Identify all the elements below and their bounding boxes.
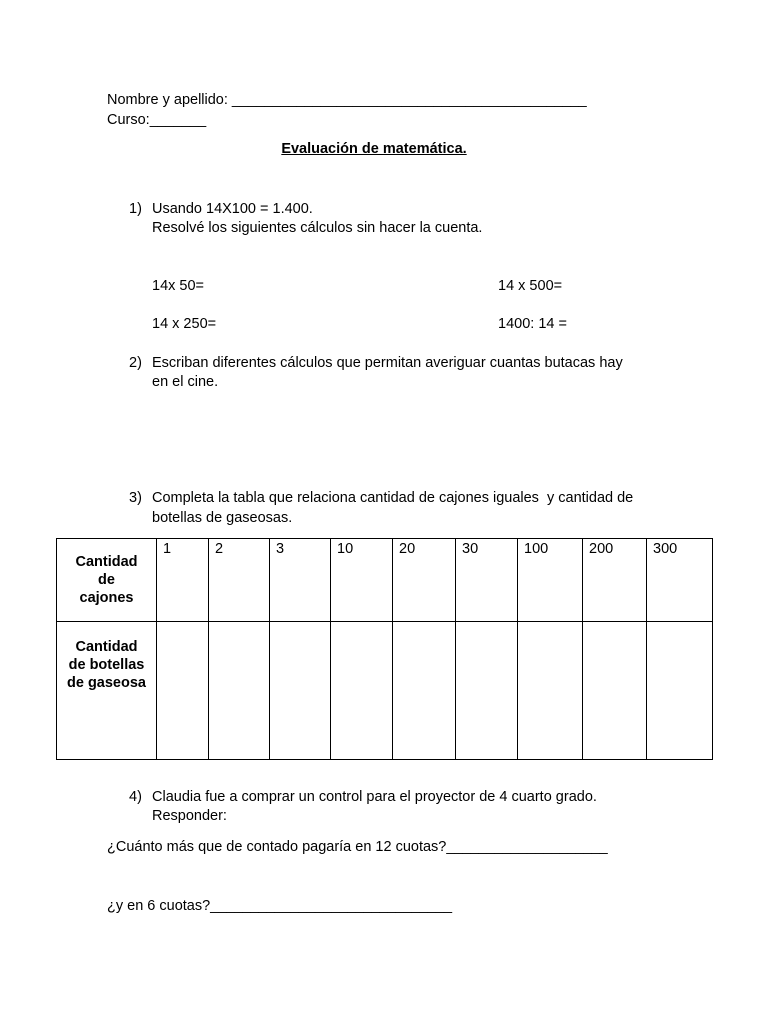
bottles-answer-cell[interactable] [518,622,583,760]
bottles-answer-cell[interactable] [209,622,270,760]
row-header-text: Cantidad [75,639,138,655]
q4-question-12-installments: ¿Cuánto más que de contado pagaría en 12 cuotas?____________________ [107,839,608,855]
table-row [57,622,713,760]
row-header-text: cajones [79,590,134,606]
q4-question-6-installments: ¿y en 6 cuotas?______________________________ [107,898,453,914]
q3-line2: botellas de gaseosas. [152,510,293,526]
crates-value-cell: 3 [270,539,331,622]
row-header-crates [57,539,157,622]
q1-line2: Resolvé los siguientes cálculos sin hacer la cuenta. [152,220,483,236]
row-header-text: Cantidad [75,554,138,570]
q2-number: 2) [129,355,142,371]
bottles-answer-cell[interactable] [583,622,647,760]
q4-line1: Claudia fue a comprar un control para el proyector de 4 cuarto grado. [152,789,597,805]
crates-value-cell: 10 [331,539,393,622]
page-title: Evaluación de matemática. [281,141,467,157]
row-header-text: de [98,572,115,588]
bottles-answer-cell[interactable] [157,622,209,760]
crates-value-cell: 1 [157,539,209,622]
bottles-answer-cell[interactable] [456,622,518,760]
row-header-bottles [57,622,157,760]
q2-line1: Escriban diferentes cálculos que permitan averiguar cuantas butacas hay [152,355,623,371]
row-header-text: de botellas [68,657,145,673]
name-line: Nombre y apellido: ____________________________________________ [107,92,587,108]
crates-value-cell: 100 [518,539,583,622]
bottles-answer-cell[interactable] [331,622,393,760]
crates-value-cell: 2 [209,539,270,622]
q2-line2: en el cine. [152,374,219,390]
bottles-answer-cell[interactable] [270,622,331,760]
q4-number: 4) [129,789,142,805]
crates-value-cell: 300 [647,539,713,622]
q1-calc-4: 1400: 14 = [498,316,567,332]
q1-calc-1: 14x 50= [152,278,205,294]
q3-number: 3) [129,490,142,506]
table-row [57,539,713,622]
crates-value-cell: 20 [393,539,456,622]
q1-calc-2: 14 x 500= [498,278,563,294]
q4-line2: Responder: [152,808,227,824]
crates-value-cell: 200 [583,539,647,622]
bottles-answer-cell[interactable] [647,622,713,760]
row-header-text: de gaseosa [67,675,146,691]
course-line: Curso:_______ [107,112,207,128]
q1-calc-3: 14 x 250= [152,316,217,332]
q1-number: 1) [129,201,142,217]
q3-line1: Completa la tabla que relaciona cantidad de cajones iguales y cantidad de [152,490,634,506]
q1-line1: Usando 14X100 = 1.400. [152,201,313,217]
crates-bottles-table [56,538,713,760]
bottles-answer-cell[interactable] [393,622,456,760]
crates-value-cell: 30 [456,539,518,622]
